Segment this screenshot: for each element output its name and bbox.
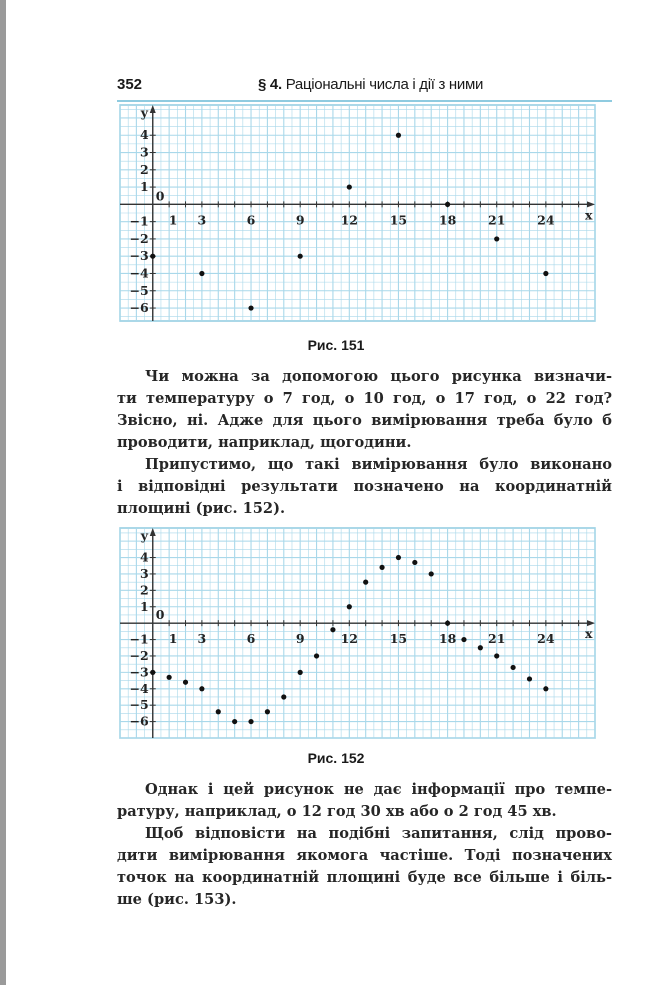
x-tick-label: 3 [197,631,207,647]
data-point [265,709,270,714]
text-line: площині (рис. 152). [117,500,286,517]
x-axis-label: x [585,207,593,223]
y-tick-label: −4 [129,265,149,281]
x-tick-label: 9 [295,631,305,647]
page-edge [0,0,6,985]
data-point [527,676,532,681]
data-point [347,604,352,609]
header-rule [117,100,612,102]
y-tick-label: −6 [129,300,149,316]
x-tick-label: 24 [537,212,555,228]
text-line: проводити, наприклад, щогодини. [117,434,412,451]
y-tick-label: −5 [129,282,149,298]
x-tick-label: 18 [438,631,457,647]
text-line: і відповідні результати позначено на координатній [117,478,612,495]
text-line: Однак і цей рисунок не дає інформації про темпе- [145,781,612,798]
figure-151-caption: Рис. 151 [307,337,365,353]
figure-152-caption: Рис. 152 [307,750,365,766]
origin-label: 0 [155,607,165,623]
y-tick-label: −2 [129,647,149,663]
data-point [379,565,384,570]
x-tick-label: 15 [389,631,408,647]
paragraph-1 [117,366,612,520]
paragraph-2 [117,779,612,911]
data-point [330,627,335,632]
running-header [258,76,483,93]
data-point [445,202,450,207]
x-tick-label: 24 [537,631,555,647]
x-tick-label: 18 [438,212,457,228]
y-tick-label: −3 [129,248,149,264]
data-point [150,670,155,675]
data-point [429,571,434,576]
data-point [543,686,548,691]
y-tick-label: −6 [129,713,149,729]
text-line: ти температуру о 7 год, о 10 год, о 17 год, о 22 год? [117,390,612,407]
y-tick-label: 4 [140,549,149,565]
x-tick-label: 1 [168,631,178,647]
y-tick-label: −1 [129,213,149,229]
data-point [199,686,204,691]
x-tick-label: 6 [246,212,256,228]
x-axis-label: x [585,626,593,642]
figure-152-chart [120,528,595,738]
data-point [150,254,155,259]
y-tick-label: −4 [129,680,149,696]
origin-label: 0 [155,188,165,204]
y-axis-label: y [140,105,149,120]
y-tick-label: 2 [140,582,149,598]
y-axis-label: y [140,528,149,543]
text-line: ше (рис. 153). [117,891,237,908]
data-point [248,305,253,310]
data-point [543,271,548,276]
data-point [396,133,401,138]
y-tick-label: −5 [129,697,149,713]
y-tick-label: 4 [140,127,149,143]
page-number: 352 [117,76,143,93]
data-point [461,637,466,642]
y-tick-label: 1 [140,598,149,614]
text-line: Припустимо, що такі вимірювання було виконано [145,456,612,473]
y-tick-label: 2 [140,161,149,177]
data-point [167,675,172,680]
data-point [412,560,417,565]
x-tick-label: 12 [340,212,359,228]
x-tick-label: 15 [389,212,408,228]
data-point [314,653,319,658]
text-line: дити вимірювання якомога частіше. Тоді позначених [117,847,612,864]
data-point [445,621,450,626]
text-line: Чи можна за допомогою цього рисунка визначи- [145,368,612,385]
text-line: Звісно, ні. Адже для цього вимірювання треба було б [117,412,612,429]
x-tick-label: 21 [488,631,506,647]
text-line: Щоб відповісти на подібні запитання, слід прово- [145,825,612,842]
text-line: ратуру, наприклад, о 12 год 30 хв або о 2 год 45 хв. [117,803,557,820]
y-tick-label: 3 [140,144,149,160]
y-tick-label: −3 [129,664,149,680]
y-tick-label: −2 [129,230,149,246]
x-tick-label: 9 [295,212,305,228]
data-point [478,645,483,650]
x-tick-label: 21 [488,212,506,228]
x-tick-label: 12 [340,631,359,647]
data-point [363,580,368,585]
section-mark: § 4. [258,76,282,93]
x-tick-label: 1 [168,212,178,228]
y-tick-label: −1 [129,631,149,647]
y-tick-label: 3 [140,565,149,581]
figure-151-chart [120,105,595,321]
data-point [232,719,237,724]
x-tick-label: 3 [197,212,207,228]
data-point [216,709,221,714]
data-point [494,653,499,658]
data-point [199,271,204,276]
y-tick-label: 1 [140,179,149,195]
data-point [347,184,352,189]
data-point [494,236,499,241]
data-point [396,555,401,560]
data-point [281,694,286,699]
data-point [183,680,188,685]
data-point [298,254,303,259]
data-point [511,665,516,670]
data-point [298,670,303,675]
section-title: Раціональні числа і дії з ними [285,76,484,93]
x-tick-label: 6 [246,631,256,647]
data-point [248,719,253,724]
text-line: точок на координатній площині буде все більше і біль- [117,869,612,886]
